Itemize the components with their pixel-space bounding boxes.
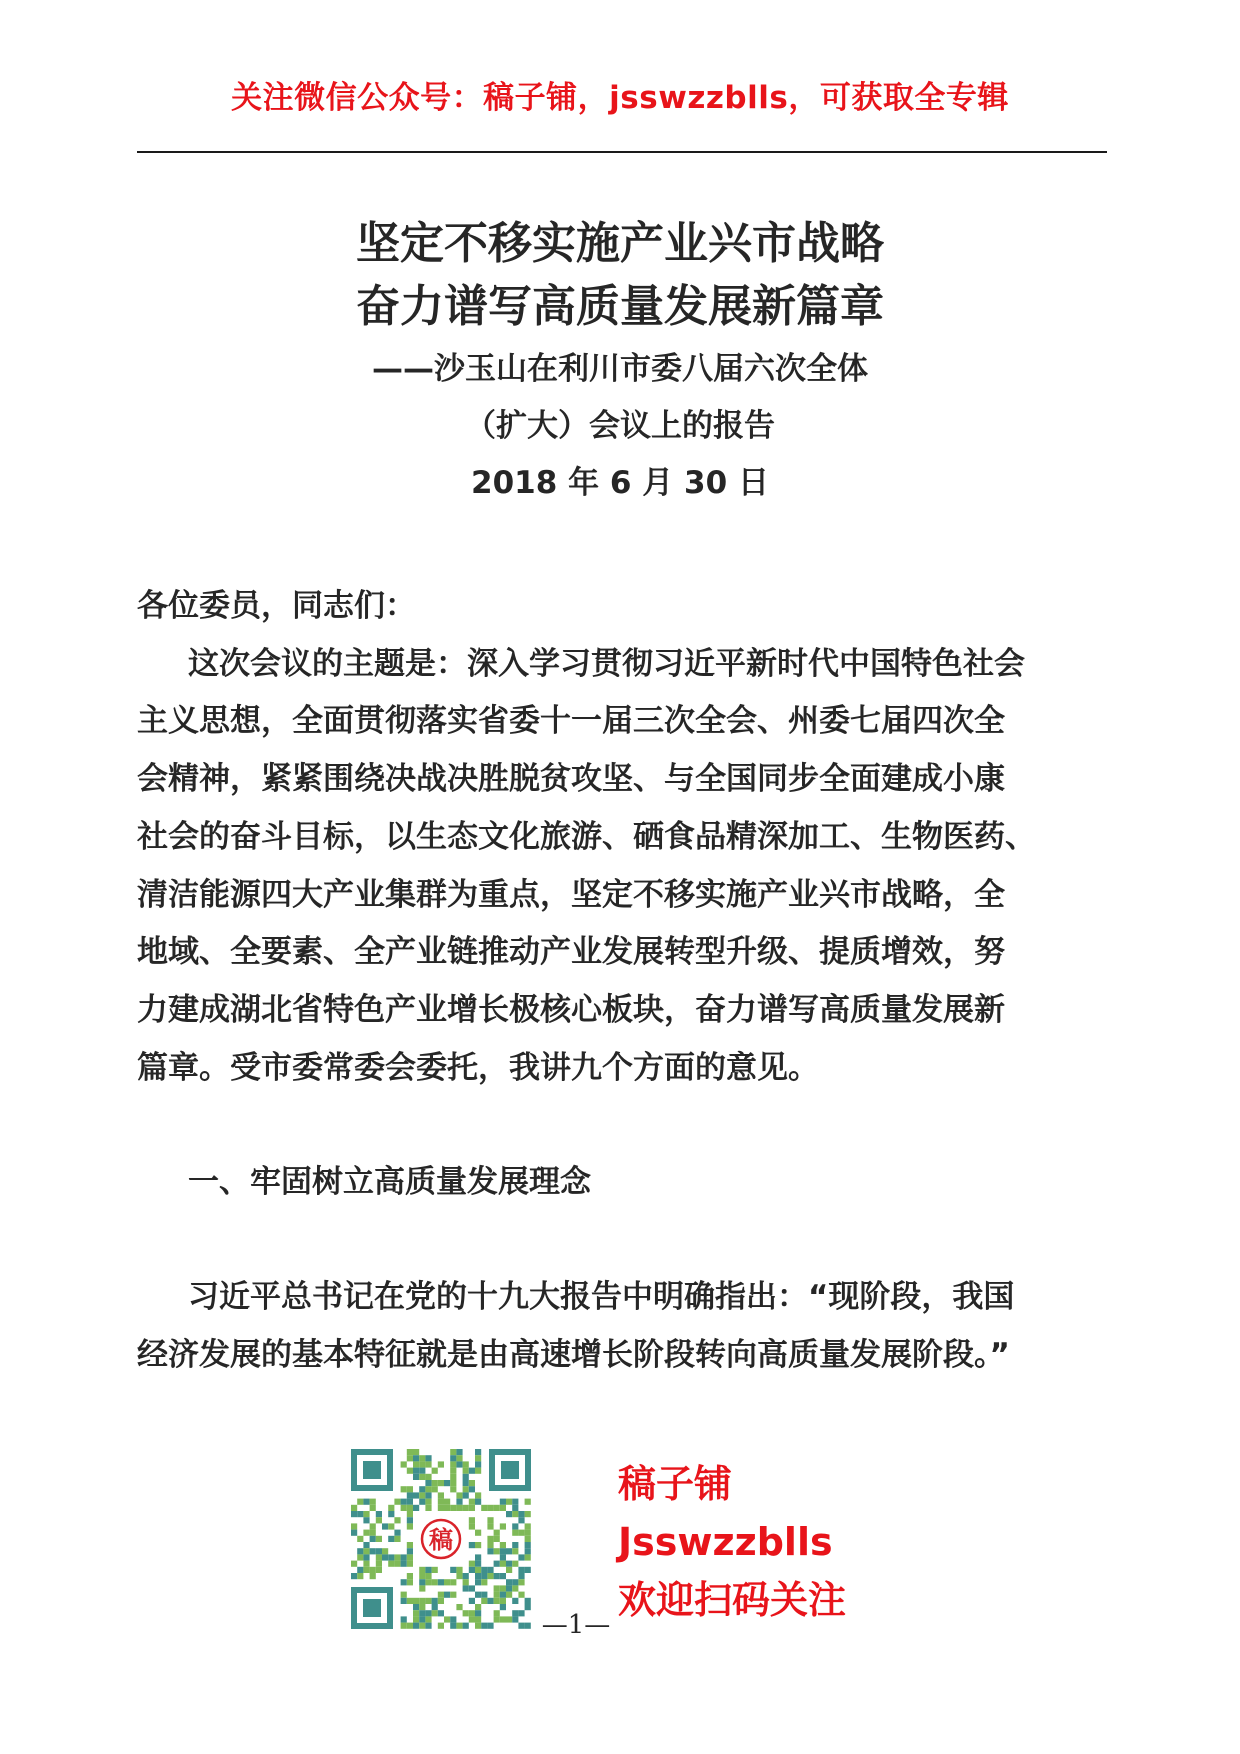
qr-module [506,1548,512,1554]
qr-module [494,1573,500,1579]
qr-module [450,1567,456,1573]
qr-module [456,1573,462,1579]
qr-module [363,1511,369,1517]
qr-module [506,1579,512,1585]
qr-module [481,1573,487,1579]
qr-module [506,1567,512,1573]
qr-module [407,1511,413,1517]
qr-module [413,1474,419,1480]
qr-module [525,1542,531,1548]
body-line: 这次会议的主题是：深入学习贯彻习近平新时代中国特色社会 [188,645,1025,682]
qr-module [413,1449,419,1455]
qr-module [512,1499,518,1505]
qr-module [463,1579,469,1585]
qr-module [388,1511,394,1517]
qr-module [394,1554,400,1560]
qr-module [475,1542,481,1548]
qr-module [500,1523,506,1529]
qr-module [456,1455,462,1461]
qr-module [376,1567,382,1573]
qr-module [481,1505,487,1511]
qr-module [407,1505,413,1511]
qr-module [487,1523,493,1529]
qr-module [487,1517,493,1523]
qr-module [407,1579,413,1585]
qr-module [475,1561,481,1567]
qr-module [351,1505,357,1511]
qr-module [475,1592,481,1598]
qr-module [487,1598,493,1604]
qr-module [419,1461,425,1467]
qr-module [413,1455,419,1461]
qr-module [450,1480,456,1486]
qr-module [438,1505,444,1511]
qr-module [363,1499,369,1505]
qr-module [450,1455,456,1461]
qr-module [419,1499,425,1505]
qr-module [401,1554,407,1560]
qr-module [357,1567,363,1573]
qr-module [407,1455,413,1461]
qr-module [525,1536,531,1542]
qr-module [450,1505,456,1511]
qr-module [444,1592,450,1598]
qr-module [363,1542,369,1548]
qr-module [363,1554,369,1560]
qr-module [456,1461,462,1467]
qr-module [450,1579,456,1585]
qr-module [425,1579,431,1585]
qr-module [370,1499,376,1505]
qr-module [481,1592,487,1598]
qr-module [525,1554,531,1560]
qr-module [463,1486,469,1492]
qr-module [500,1561,506,1567]
qr-module [494,1592,500,1598]
qr-module [432,1579,438,1585]
qr-module [506,1499,512,1505]
qr-module [357,1548,363,1554]
promo-line: Jsswzzblls [618,1520,833,1564]
qr-module [487,1542,493,1548]
qr-module [413,1461,419,1467]
qr-module [463,1474,469,1480]
qr-module [351,1523,357,1529]
qr-module [401,1592,407,1598]
qr-module [481,1567,487,1573]
body-line: 清洁能源四大产业集群为重点，坚定不移实施产业兴市战略，全 [137,876,1005,913]
qr-module [401,1505,407,1511]
qr-module [463,1480,469,1486]
promo-block [618,1455,846,1629]
qr-module [456,1499,462,1505]
qr-module [363,1567,369,1573]
qr-module [500,1542,506,1548]
qr-module [438,1492,444,1498]
qr-finder-top-left [351,1449,393,1491]
qr-seal-logo [419,1517,463,1561]
qr-module [407,1548,413,1554]
qr-module [494,1561,500,1567]
qr-module [394,1517,400,1523]
report-date: 2018 年 6 月 30 日 [471,465,769,501]
qr-module [388,1536,394,1542]
qr-module [407,1523,413,1529]
qr-module [357,1554,363,1560]
page-number: —1— [541,1610,611,1640]
qr-module [388,1523,394,1529]
qr-module [512,1579,518,1585]
qr-module [475,1579,481,1585]
qr-module [475,1573,481,1579]
qr-module [444,1505,450,1511]
qr-module [382,1548,388,1554]
qr-module [494,1536,500,1542]
qr-module [500,1585,506,1591]
qr-code [349,1447,533,1631]
qr-module [500,1573,506,1579]
qr-module [363,1561,369,1567]
qr-module [500,1598,506,1604]
qr-module [500,1592,506,1598]
qr-module [494,1585,500,1591]
qr-module [394,1499,400,1505]
qr-module [370,1536,376,1542]
salutation: 各位委员，同志们： [137,588,416,624]
subtitle-line-2: （扩大）会议上的报告 [465,408,775,444]
qr-module [518,1567,524,1573]
qr-module [475,1468,481,1474]
qr-module [475,1567,481,1573]
qr-module [512,1548,518,1554]
body-line: 篇章。受市委常委会委托，我讲九个方面的意见。 [137,1049,819,1086]
qr-module [382,1554,388,1560]
qr-module [351,1530,357,1536]
qr-module [518,1579,524,1585]
qr-module [432,1567,438,1573]
qr-module [432,1468,438,1474]
qr-module [475,1554,481,1560]
subtitle-line-1: ——沙玉山在利川市委八届六次全体 [372,351,868,387]
qr-module [469,1505,475,1511]
header-banner: 关注微信公众号：稿子铺，jsswzzblls，可获取全专辑 [231,80,1009,116]
qr-module [438,1499,444,1505]
qr-module [525,1530,531,1536]
body-line: 社会的奋斗目标，以生态文化旅游、硒食品精深加工、生物医药、 [137,818,1036,855]
qr-module [450,1592,456,1598]
qr-module [444,1480,450,1486]
qr-module [518,1511,524,1517]
qr-module [419,1573,425,1579]
qr-module [357,1573,363,1579]
body-line: 力建成湖北省特色产业增长极核心板块，奋力谱写高质量发展新 [137,991,1005,1028]
qr-module [419,1486,425,1492]
qr-module [487,1567,493,1573]
promo-line: 稿子铺 [618,1462,733,1506]
qr-module [419,1468,425,1474]
qr-module [376,1554,382,1560]
qr-module [456,1505,462,1511]
qr-module [357,1499,363,1505]
qr-module [506,1561,512,1567]
qr-module [450,1461,456,1467]
qr-module [388,1505,394,1511]
qr-module [407,1499,413,1505]
qr-module [407,1468,413,1474]
qr-module [525,1598,531,1604]
qr-module [500,1505,506,1511]
qr-seal-char: 稿 [429,1525,453,1554]
qr-module [469,1585,475,1591]
qr-module [413,1505,419,1511]
qr-module [419,1567,425,1573]
qr-module [438,1461,444,1467]
qr-module [432,1480,438,1486]
qr-module [425,1455,431,1461]
qr-module [419,1474,425,1480]
qr-module [401,1499,407,1505]
document-body [137,578,1105,1384]
qr-module [456,1567,462,1573]
qr-module [469,1517,475,1523]
qr-module [525,1499,531,1505]
qr-module [370,1573,376,1579]
qr-module [413,1492,419,1498]
qr-module [469,1561,475,1567]
qr-module [407,1561,413,1567]
qr-module [351,1561,357,1567]
qr-module [419,1492,425,1498]
qr-module [363,1548,369,1554]
qr-module [450,1468,456,1474]
qr-module [487,1505,493,1511]
qr-module [463,1492,469,1498]
qr-module [376,1561,382,1567]
qr-module [444,1499,450,1505]
qr-module [407,1573,413,1579]
qr-module [481,1598,487,1604]
qr-module [388,1561,394,1567]
qr-module [394,1536,400,1542]
qr-module [475,1499,481,1505]
qr-module [500,1499,506,1505]
qr-module [425,1499,431,1505]
qr-module [512,1585,518,1591]
qr-module [370,1567,376,1573]
qr-module [401,1461,407,1467]
qr-module [518,1530,524,1536]
qr-module [481,1579,487,1585]
qr-module [432,1598,438,1604]
qr-module [463,1468,469,1474]
qr-module [370,1523,376,1529]
qr-module [419,1455,425,1461]
qr-module [518,1517,524,1523]
qr-module [419,1585,425,1591]
qr-module [438,1480,444,1486]
qr-module [469,1542,475,1548]
qr-module [351,1573,357,1579]
qr-module [450,1474,456,1480]
qr-module [425,1573,431,1579]
qr-module [512,1505,518,1511]
qr-module [450,1449,456,1455]
qr-module [413,1598,419,1604]
qr-module [425,1480,431,1486]
qr-module [401,1579,407,1585]
qr-module [469,1486,475,1492]
qr-module [357,1511,363,1517]
qr-module [401,1486,407,1492]
qr-module [370,1505,376,1511]
qr-module [357,1536,363,1542]
qr-module [425,1492,431,1498]
qr-module [407,1517,413,1523]
qr-module [432,1486,438,1492]
qr-module [469,1480,475,1486]
qr-module [450,1486,456,1492]
qr-module [376,1511,382,1517]
qr-module [469,1468,475,1474]
body-line: 经济发展的基本特征就是由高速增长阶段转向高质量发展阶段。” [137,1336,1010,1373]
qr-module [463,1585,469,1591]
qr-module [425,1505,431,1511]
qr-module [518,1573,524,1579]
qr-module [494,1530,500,1536]
qr-module [376,1536,382,1542]
qr-module [425,1598,431,1604]
qr-module [512,1530,518,1536]
title-line-2: 奋力谱写高质量发展新篇章 [356,281,884,332]
qr-module [370,1530,376,1536]
qr-module [425,1474,431,1480]
qr-module [425,1461,431,1467]
body-line: 习近平总书记在党的十九大报告中明确指出：“现阶段，我国 [188,1279,1015,1316]
section-heading: 一、牢固树立高质量发展理念 [188,1164,591,1201]
qr-module [419,1598,425,1604]
qr-module [512,1523,518,1529]
qr-module [475,1492,481,1498]
qr-module [351,1511,357,1517]
qr-module [525,1523,531,1529]
qr-module [475,1455,481,1461]
qr-module [487,1548,493,1554]
qr-module [463,1461,469,1467]
qr-module [463,1505,469,1511]
qr-module [506,1585,512,1591]
qr-module [407,1486,413,1492]
qr-module [394,1530,400,1536]
qr-module [463,1573,469,1579]
body-line: 地域、全要素、全产业链推动产业发展转型升级、提质增效，努 [137,934,1005,971]
qr-module [475,1461,481,1467]
qr-module [363,1530,369,1536]
qr-module [487,1536,493,1542]
qr-module [500,1554,506,1560]
header-divider [137,151,1107,153]
qr-module [475,1449,481,1455]
qr-module [525,1548,531,1554]
qr-module [407,1554,413,1560]
qr-module [494,1505,500,1511]
qr-module [407,1492,413,1498]
body-line: 主义思想，全面贯彻落实省委十一届三次全会、州委七届四次全 [137,703,1005,740]
qr-module [438,1579,444,1585]
qr-finder-top-right [489,1449,531,1491]
qr-module [469,1567,475,1573]
qr-module [512,1542,518,1548]
qr-module [512,1511,518,1517]
qr-module [376,1548,382,1554]
qr-module [376,1517,382,1523]
qr-module [425,1567,431,1573]
qr-module [469,1598,475,1604]
qr-module [469,1499,475,1505]
qr-module [444,1579,450,1585]
qr-module [494,1598,500,1604]
qr-module [475,1530,481,1536]
promo-line: 欢迎扫码关注 [618,1578,847,1622]
qr-module [413,1468,419,1474]
qr-module [487,1573,493,1579]
qr-module [438,1592,444,1598]
qr-module [370,1548,376,1554]
qr-module [382,1523,388,1529]
body-line: 会精神，紧紧围绕决战决胜脱贫攻坚、与全国同步全面建成小康 [137,761,1005,798]
qr-module [407,1449,413,1455]
qr-module [407,1598,413,1604]
qr-module [506,1592,512,1598]
qr-module [407,1542,413,1548]
qr-module [401,1598,407,1604]
qr-module [456,1449,462,1455]
qr-module [363,1517,369,1523]
qr-module [518,1554,524,1560]
qr-module [500,1548,506,1554]
qr-module [525,1567,531,1573]
qr-module [518,1592,524,1598]
qr-module [512,1561,518,1567]
qr-module [394,1561,400,1567]
qr-module [388,1554,394,1560]
title-block [0,212,1240,512]
qr-module [506,1511,512,1517]
qr-module [401,1561,407,1567]
qr-module [525,1511,531,1517]
qr-module [425,1486,431,1492]
qr-module [469,1523,475,1529]
qr-module [512,1598,518,1604]
title-line-1: 坚定不移实施产业兴市战略 [356,218,884,269]
qr-module [494,1548,500,1554]
qr-module [456,1492,462,1498]
qr-module [419,1579,425,1585]
qr-module [438,1598,444,1604]
